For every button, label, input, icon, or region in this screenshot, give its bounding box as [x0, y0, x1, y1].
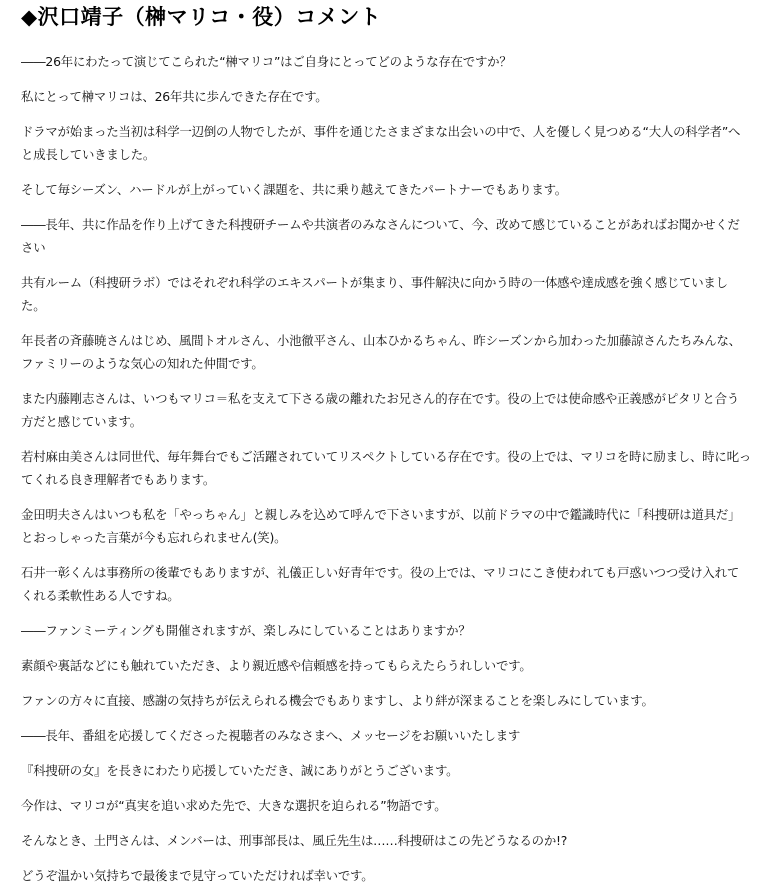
interview-answer: ドラマが始まった当初は科学一辺倒の人物でしたが、事件を通じたさまざまな出会いの中で、人を優しく見つめる“大人の科学者”へと成長していきました。 [21, 124, 741, 162]
interview-answer: 年長者の斉藤暁さんはじめ、風間トオルさん、小池徹平さん、山本ひかるちゃん、昨シーズンから加わった加藤諒さんたちみんな、ファミリーのような気心の知れた仲間です。 [21, 333, 741, 371]
interview-answer: また内藤剛志さんは、いつもマリコ＝私を支えて下さる歳の離れたお兄さん的存在です。役の上では使命感や正義感がピタリと合う方だと感じています。 [21, 391, 740, 429]
interview-answer: ファンの方々に直接、感謝の気持ちが伝えられる機会でもありますし、より絆が深まることを楽しみにしています。 [21, 693, 654, 708]
interview-answer: 今作は、マリコが“真実を追い求めた先で、大きな選択を迫られる”物語です。 [21, 798, 447, 813]
interview-answer: 素顔や裏話などにも触れていただき、より親近感や信頼感を持ってもらえたらうれしいです。 [21, 658, 532, 673]
article-title-text: 沢口靖子（榊マリコ・役）コメント [37, 5, 382, 29]
diamond-bullet-icon: ◆ [21, 5, 38, 29]
interview-question: ――ファンミーティングも開催されますが、楽しみにしていることはありますか？ [21, 623, 471, 638]
interview-answer: 石井一彰くんは事務所の後輩でもありますが、礼儀正しい好青年です。役の上では、マリコにこき使われても戸惑いつつ受け入れてくれる柔軟性ある人ですね。 [21, 565, 740, 603]
interview-question: ――26年にわたって演じてこられた“榊マリコ”はご自身にとってどのような存在ですか？ [21, 54, 512, 69]
article-title [21, 0, 751, 32]
interview-answer: 私にとって榊マリコは、26年共に歩んできた存在です。 [21, 89, 328, 104]
interview-answer: 若村麻由美さんは同世代、毎年舞台でもご活躍されていてリスペクトしている存在です。役の上では、マリコを時に励まし、時に叱ってくれる良き理解者でもあります。 [21, 449, 751, 487]
interview-answer: 『科捜研の女』を長きにわたり応援していただき、誠にありがとうございます。 [21, 763, 459, 778]
interview-question: ――長年、番組を応援してくださった視聴者のみなさまへ、メッセージをお願いいたします [21, 728, 521, 743]
interview-answer: 金田明夫さんはいつも私を「やっちゃん」と親しみを込めて呼んで下さいますが、以前ドラマの中で鑑識時代に「科捜研は道具だ」とおっしゃった言葉が今も忘れられません(笑)。 [21, 507, 741, 545]
interview-answer: 共有ルーム（科捜研ラボ）ではそれぞれ科学のエキスパートが集まり、事件解決に向かう時の一体感や達成感を強く感じていました。 [21, 275, 728, 313]
article-body [21, 50, 751, 887]
interview-answer: そんなとき、土門さんは、メンバーは、刑事部長は、風丘先生は……科捜研はこの先どうなるのか!? [21, 833, 568, 848]
interview-answer: どうぞ温かい気持ちで最後まで見守っていただければ幸いです。 [21, 868, 374, 883]
interview-answer: そして毎シーズン、ハードルが上がっていく課題を、共に乗り越えてきたパートナーでもあります。 [21, 182, 567, 197]
interview-question: ――長年、共に作品を作り上げてきた科捜研チームや共演者のみなさんについて、今、改めて感じていることがあればお聞かせください [21, 217, 740, 255]
